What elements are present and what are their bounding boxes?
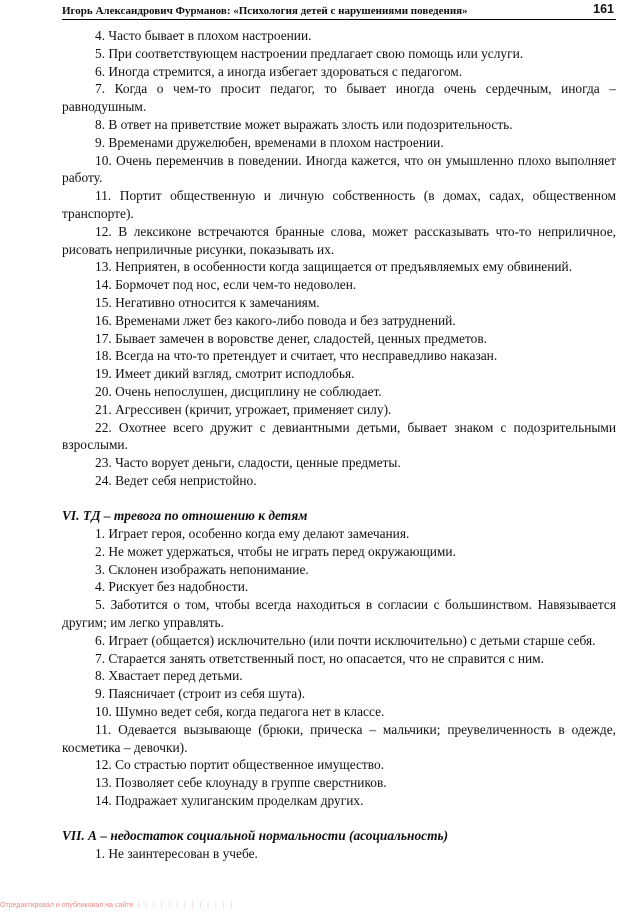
list-item: 5. При соответствующем настроении предлагает свою помощь или услуги. [95,45,524,61]
list-item: 4. Рискует без надобности. [95,579,249,595]
list-item: 10. Очень переменчив в поведении. Иногда кажется, что он умышленно плохо выполняет работу. [62,152,616,186]
section-vii-heading: VII. А – недостаток социальной нормальности (асоциальность) [62,828,449,844]
list-item: 4. Часто бывает в плохом настроении. [95,28,312,43]
list-item: 6. Играет (общается) исключительно (или почти исключительно) с детьми старше себя. [95,632,596,648]
list-item: 16. Временами лжет без какого-либо повода и без затруднений. [95,312,456,328]
list-item: 5. Заботится о том, чтобы всегда находиться в согласии с большинством. Навязывается другим; им легко управлять. [62,597,616,630]
list-item: 21. Агрессивен (кричит, угрожает, применяет силу). [95,401,392,417]
list-item: 8. В ответ на приветствие может выражать злость или подозрительность. [95,116,513,132]
list-item: 11. Портит общественную и личную собственность (в домах, садах, общественном транспорте). [62,188,616,221]
running-header [62,3,616,20]
list-item: 11. Одевается вызывающе (брюки, прическа – мальчики; преувеличенность в одежде, косметика – девочки). [62,721,616,755]
list-item: 7. Старается занять ответственный пост, но опасается, что не справится с ним. [95,650,544,666]
section-previous-list [62,27,616,490]
section-vii-list [62,845,616,863]
list-item: 13. Неприятен, в особенности когда защищается от предъявляемых ему обвинений. [95,259,573,275]
list-item: 1. Не заинтересован в учебе. [95,846,258,862]
page-body [62,27,616,863]
footer [0,902,234,909]
list-item: 14. Бормочет под нос, если чем-то недоволен. [95,277,357,293]
list-item: 18. Всегда на что-то претендует и считает, что несправедливо наказан. [95,348,498,364]
section-vi-list [62,525,616,810]
list-item: 19. Имеет дикий взгляд, смотрит исподлобья. [95,366,355,382]
list-item: 23. Часто ворует деньги, сладости, ценные предметы. [95,455,401,471]
list-item: 24. Ведет себя непристойно. [95,472,257,488]
list-item: 20. Очень непослушен, дисциплину не соблюдает. [95,383,382,399]
page-number: 161 [593,2,614,16]
list-item: 2. Не может удержаться, чтобы не играть перед окружающими. [95,543,456,559]
list-item: 8. Хвастает перед детьми. [95,668,243,684]
list-item: 9. Временами дружелюбен, временами в плохом настроении. [95,134,444,150]
list-item: 7. Когда о чем-то просит педагог, то бывает иногда очень сердечным, иногда – равнодушным. [62,81,616,115]
list-item: 17. Бывает замечен в воровстве денег, сладостей, ценных предметов. [95,330,488,346]
list-item: 12. Со страстью портит общественное имущество. [95,757,385,773]
footer-site-watermark: | | | | | | | | | | | | | [137,902,235,909]
footer-text: Отредактировал и опубликовал на сайте [0,902,134,909]
list-item: 9. Паясничает (строит из себя шута). [95,686,306,702]
list-item: 13. Позволяет себе клоунаду в группе сверстников. [95,775,387,791]
header-title: Игорь Александрович Фурманов: «Психология детей с нарушениями поведения» [62,5,468,17]
list-item: 3. Склонен изображать непонимание. [95,561,309,577]
list-item: 14. Подражает хулиганским проделкам других. [95,792,364,808]
list-item: 1. Играет героя, особенно когда ему делают замечания. [95,526,410,542]
list-item: 6. Иногда стремится, а иногда избегает здороваться с педагогом. [95,63,463,79]
list-item: 15. Негативно относится к замечаниям. [95,294,320,310]
list-item: 10. Шумно ведет себя, когда педагога нет в классе. [95,703,385,719]
list-item: 12. В лексиконе встречаются бранные слова, может рассказывать что-то неприличное, рисовать неприличные рисунки, показывать их. [62,223,616,257]
section-vi-heading: VI. ТД – тревога по отношению к детям [62,508,308,524]
list-item: 22. Охотнее всего дружит с девиантными детьми, бывает знаком с подозрительными взрослыми. [62,419,616,453]
